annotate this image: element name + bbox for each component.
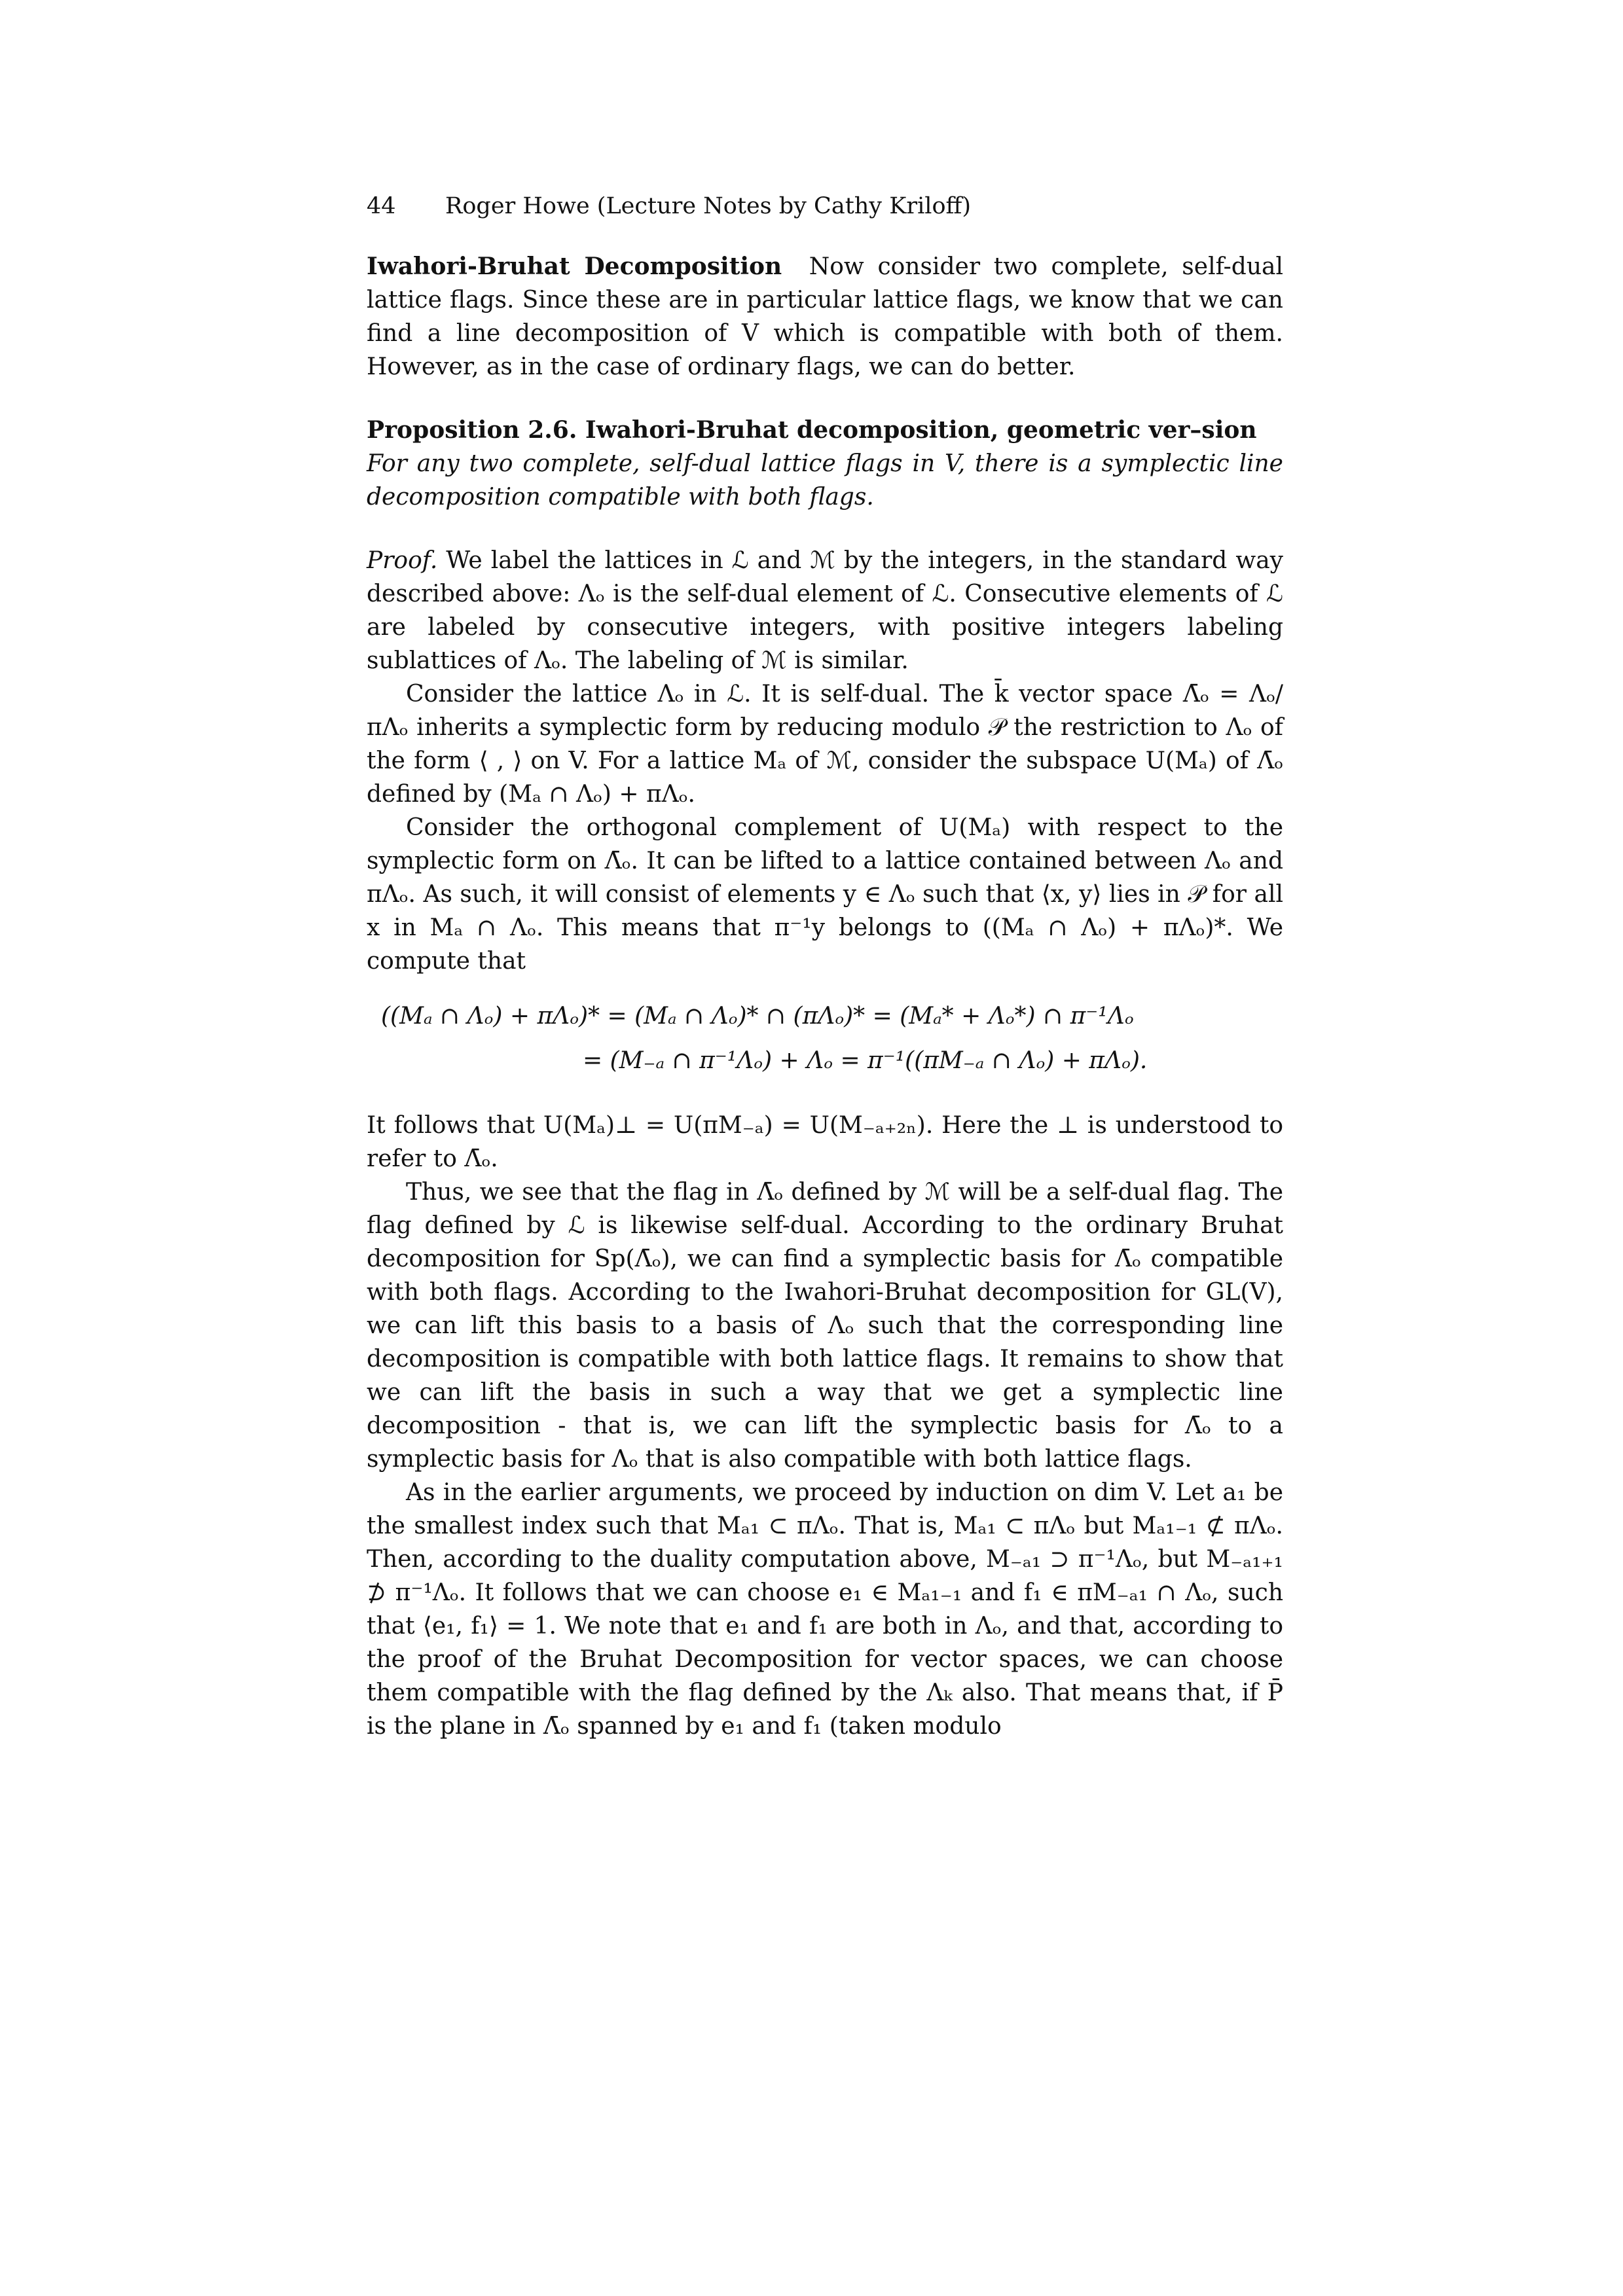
section-text: Now consider two complete, self-dual lattice flags. Since these are in particular lattice flags, we know that we can find a line decomposition of V which is compatible with both of them. However, as in the case of ordinary flags, we can do better. xyxy=(367,253,1283,380)
proposition-label: Proposition 2.6. Iwahori-Bruhat decomposition, geometric ver–sion xyxy=(367,416,1257,444)
proof-paragraph-5: Thus, we see that the flag in Λ̄ₒ defined by ℳ will be a self-dual flag. The flag defined by ℒ is likewise self-dual. According to the ordinary Bruhat decomposition for Sp(Λ̄ₒ), we can find a symplectic basis for Λ̄ₒ compatible with both flags. According to the Iwahori-Bruhat decomposition for GL(V), we can lift this basis to a basis of Λₒ such that the corresponding line decomposition is compatible with both lattice flags. It remains to show that we can lift the basis in such a way that we get a symplectic line decomposition - that is, we can lift the symplectic basis for Λ̄ₒ to a symplectic basis for Λₒ that is also compatible with both lattice flags. xyxy=(367,1179,1283,1473)
proof-label: Proof. xyxy=(367,547,438,574)
running-header xyxy=(367,190,1283,223)
page-number: 44 xyxy=(367,193,396,219)
proposition-statement: For any two complete, self-dual lattice flags in V, there is a symplectic line decomposition compatible with both flags. xyxy=(367,450,1283,511)
section-heading: Iwahori-Bruhat Decomposition xyxy=(367,253,782,280)
proof-paragraph-4: It follows that U(Mₐ)⊥ = U(πM₋ₐ) = U(M₋ₐ₊₂ₙ). Here the ⊥ is understood to refer to Λ̄ₒ. xyxy=(367,1112,1283,1172)
proof-text-1: We label the lattices in ℒ and ℳ by the integers, in the standard way described above: Λₒ is the self-dual element of ℒ. Consecutive elements of ℒ are labeled by consecutive integers, with positive integers labeling sublattices of Λₒ. The labeling of ℳ is similar. xyxy=(367,547,1283,674)
running-title: Roger Howe (Lecture Notes by Cathy Kriloff) xyxy=(445,193,972,219)
proof-paragraph-1 xyxy=(367,544,1283,677)
equation-line-1: ((Mₐ ∩ Λₒ) + πΛₒ)* = (Mₐ ∩ Λₒ)* ∩ (πΛₒ)* = (Mₐ* + Λₒ*) ∩ π⁻¹Λₒ xyxy=(381,1003,1134,1030)
proof-paragraph-3: Consider the orthogonal complement of U(Mₐ) with respect to the symplectic form on Λ̄ₒ. It can be lifted to a lattice contained between Λₒ and πΛₒ. As such, it will consist of elements y ∈ Λₒ such that ⟨x, y⟩ lies in 𝒫 for all x in Mₐ ∩ Λₒ. This means that π⁻¹y belongs to ((Mₐ ∩ Λₒ) + πΛₒ)*. We compute that xyxy=(367,814,1283,975)
equation-line-2: = (M₋ₐ ∩ π⁻¹Λₒ) + Λₒ = π⁻¹((πM₋ₐ ∩ Λₒ) + πΛₒ). xyxy=(583,1047,1148,1074)
proof-paragraph-2: Consider the lattice Λₒ in ℒ. It is self-dual. The k̄ vector space Λ̄ₒ = Λₒ/πΛₒ inherits a symplectic form by reducing modulo 𝒫 the restriction to Λₒ of the form ⟨ , ⟩ on V. For a lattice Mₐ of ℳ, consider the subspace U(Mₐ) of Λ̄ₒ defined by (Mₐ ∩ Λₒ) + πΛₒ. xyxy=(367,681,1283,808)
section-paragraph xyxy=(367,250,1283,384)
display-equation xyxy=(367,997,1283,1096)
proof-paragraph-6: As in the earlier arguments, we proceed by induction on dim V. Let a₁ be the smallest index such that Mₐ₁ ⊂ πΛₒ. That is, Mₐ₁ ⊂ πΛₒ but Mₐ₁₋₁ ⊄ πΛₒ. Then, according to the duality computation above, M₋ₐ₁ ⊃ π⁻¹Λₒ, but M₋ₐ₁₊₁ ⊅ π⁻¹Λₒ. It follows that we can choose e₁ ∈ Mₐ₁₋₁ and f₁ ∈ πM₋ₐ₁ ∩ Λₒ, such that ⟨e₁, f₁⟩ = 1. We note that e₁ and f₁ are both in Λₒ, and that, according to the proof of the Bruhat Decomposition for vector spaces, we can choose them compatible with the flag defined by the Λₖ also. That means that, if P̄ is the plane in Λ̄ₒ spanned by e₁ and f₁ (taken modulo xyxy=(367,1479,1283,1740)
page xyxy=(367,190,1283,1743)
